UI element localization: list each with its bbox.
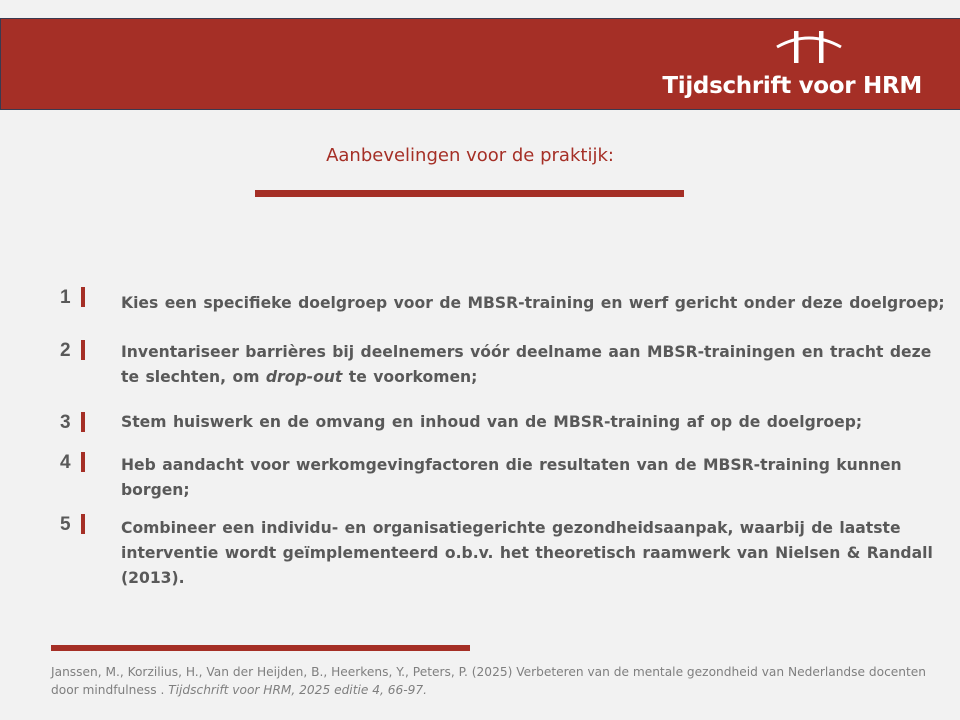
item-number: 5: [60, 514, 71, 535]
item-text: Kies een specifieke doelgroep voor de MBSR-training en werf gericht onder deze doelgroep;: [121, 294, 945, 312]
item-marker: [81, 514, 85, 534]
page-title: Aanbevelingen voor de praktijk:: [326, 145, 614, 166]
item-text: Stem huiswerk en de omvang en inhoud van de MBSR-training af op de doelgroep;: [121, 413, 863, 431]
item-number: 4: [60, 452, 71, 473]
brand-name: Tijdschrift voor HRM: [662, 73, 922, 99]
item-marker: [81, 340, 85, 360]
footer-divider: [51, 645, 470, 651]
title-divider: [255, 190, 684, 197]
header-banner: [0, 18, 960, 110]
citation: Janssen, M., Korzilius, H., Van der Heijden, B., Heerkens, Y., Peters, P. (2025) Verbeteren van de mentale gezondheid van Nederlandse docenten door mindfulness . Tijdschrift voor HRM, 2025 editie 4, 66-97.: [51, 665, 926, 697]
gate-arch-logo-icon: [773, 25, 845, 65]
item-text: Inventariseer barrières bij deelnemers vóór deelname aan MBSR-trainingen en tracht deze te slechten, om drop-out te voorkomen;: [121, 343, 932, 386]
item-marker: [81, 287, 85, 307]
item-number: 3: [60, 412, 71, 433]
item-number: 2: [60, 340, 71, 361]
item-text: Heb aandacht voor werkomgevingfactoren die resultaten van de MBSR-training kunnen borgen;: [121, 456, 902, 499]
item-number: 1: [60, 287, 71, 308]
item-text: Combineer een individu- en organisatiegerichte gezondheidsaanpak, waarbij de laatste interventie wordt geïmplementeerd o.b.v. het theoretisch raamwerk van Nielsen & Randall (2013).: [121, 519, 933, 587]
item-marker: [81, 452, 85, 472]
item-marker: [81, 412, 85, 432]
